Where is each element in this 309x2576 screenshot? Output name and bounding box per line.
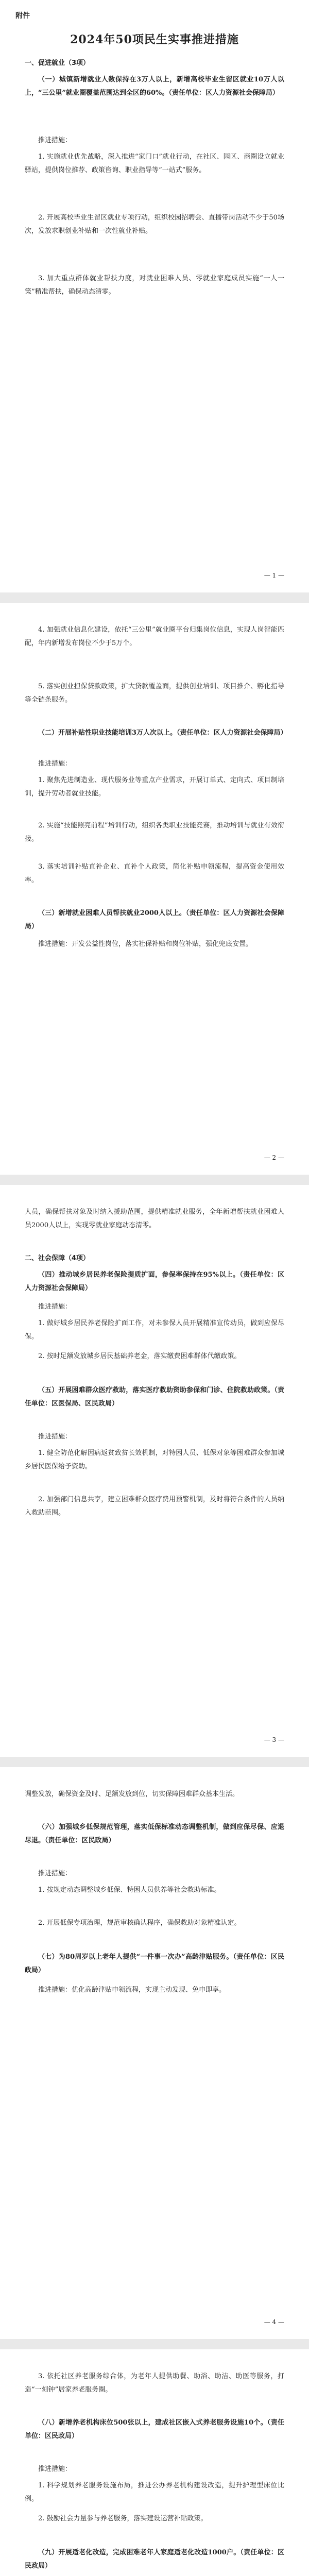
paragraph: 推进措施： (38, 1870, 72, 1877)
page-number: — 4 — (264, 2318, 284, 2326)
paragraph: 3. 加大重点群体就业帮扶力度，对就业困难人员、零就业家庭成员实施“一人一策”精准帮扶，确保动态清零。 (25, 275, 284, 296)
page-sheet-1 (0, 0, 309, 592)
item-heading: （四）推动城乡居民养老保险提质扩面，参保率保持在95%以上。（责任单位：区人力资源社会保障局） (25, 1271, 284, 1292)
page-sheet-2 (0, 603, 309, 1175)
paragraph: 2. 加强部门信息共享，建立困难群众医疗费用预警机制，及时将符合条件的人员纳入救助范围。 (25, 1496, 284, 1517)
paragraph: 推进措施：优化高龄津贴申领流程，实现主动发现、免申即享。 (38, 1986, 226, 1994)
page-gap (0, 2339, 309, 2349)
page-gap (0, 592, 309, 603)
paragraph: 1. 健全防范化解因病返贫致贫长效机制，对特困人员、低保对象等困难群众参加城乡居民医保给予资助。 (25, 1449, 284, 1470)
item-heading: （五）开展困难群众医疗救助，落实医疗救助资助参保和门诊、住院救助政策。（责任单位：区医保局、区民政局） (25, 1386, 284, 1408)
page-gap (0, 1175, 309, 1185)
paragraph: 3. 落实培训补贴直补企业、直补个人政策，简化补贴申领流程，提高资金使用效率。 (25, 863, 284, 884)
paragraph: 推进措施： (38, 137, 72, 144)
paragraph: 2. 开展低保专项治理，规范审核确认程序，确保救助对象精准认定。 (38, 1919, 241, 1927)
page-sheet-5 (0, 2349, 309, 2576)
page-number: — 2 — (264, 1154, 284, 1161)
paragraph: 4. 加强就业信息化建设，依托“三公里”就业圈平台归集岗位信息，实现人岗智能匹配，年内新增发布岗位不少于5万个。 (25, 626, 284, 647)
paragraph: 推进措施：开发公益性岗位，落实社保补贴和岗位补贴，强化兜底安置。 (38, 940, 253, 948)
paragraph: 调整发放，确保资金及时、足额发放到位，切实保障困难群众基本生活。 (25, 1790, 239, 1798)
paragraph: 2. 开展高校毕业生留区就业专项行动，组织校园招聘会、直播带岗活动不少于50场次，发放求职创业补贴和一次性就业补贴。 (25, 214, 285, 235)
page-sheet-3 (0, 1185, 309, 1757)
section-heading: 一、促进就业（3项） (25, 59, 90, 67)
section-heading: 二、社会保障（4项） (25, 1255, 90, 1262)
paragraph: 推进措施： (38, 760, 72, 768)
paragraph: 1. 聚焦先进制造业、现代服务业等重点产业需求，开展订单式、定向式、项目制培训，提升劳动者就业技能。 (25, 776, 284, 798)
page-gap (0, 1757, 309, 1767)
paragraph: 推进措施： (38, 1303, 72, 1311)
page-number: — 3 — (264, 1736, 284, 1743)
item-heading: （二）开展补贴性职业技能培训3万人次以上。（责任单位：区人力资源社会保障局） (38, 729, 287, 737)
paragraph: 推进措施： (38, 2465, 72, 2473)
page-sheet-4 (0, 1767, 309, 2339)
paragraph: 1. 实施就业优先战略，深入推进“家门口”就业行动，在社区、园区、商圈设立就业驿站，提供岗位推荐、政策咨询、职业指导等“一站式”服务。 (25, 153, 284, 174)
paragraph: 2. 按时足额发放城乡居民基础养老金，落实缴费困难群体代缴政策。 (38, 1352, 241, 1360)
item-heading: （六）加强城乡低保规范管理，落实低保标准动态调整机制，做到应保尽保、应退尽退。（责任单位：区民政局） (25, 1823, 284, 1844)
item-heading: （一）城镇新增就业人数保持在3万人以上，新增高校毕业生留区就业10万人以上，“三公里”就业圈覆盖范围达到全区的60%。（责任单位：区人力资源社会保障局） (25, 76, 284, 97)
document-title: 2024年50项民生实事推进措施 (70, 33, 239, 46)
item-heading: （九）开展适老化改造，完成困难老年人家庭适老化改造1000户。（责任单位：区民政局） (25, 2549, 284, 2570)
paragraph: 1. 做好城乡居民养老保险扩面工作，对未参保人员开展精准宣传动员，做到应保尽保。 (25, 1319, 284, 1341)
paragraph: 推进措施： (38, 1433, 72, 1440)
item-heading: （三）新增就业困难人员帮扶就业2000人以上。（责任单位：区人力资源社会保障局） (25, 909, 284, 930)
page-number: — 1 — (264, 572, 284, 579)
paragraph: 2. 鼓励社会力量参与养老服务，落实建设运营补贴政策。 (38, 2515, 208, 2522)
item-heading: （八）新增养老机构床位500张以上，建成社区嵌入式养老服务设施10个。（责任单位：区民政局） (25, 2419, 284, 2440)
paragraph: 2. 实施“技能照亮前程”培训行动，组织各类职业技能竞赛，推动培训与就业有效衔接。 (25, 822, 284, 843)
paragraph: 3. 依托社区养老服务综合体，为老年人提供助餐、助浴、助洁、助医等服务，打造“一刻钟”居家养老服务圈。 (25, 2372, 284, 2394)
paragraph: 1. 按规定动态调整城乡低保、特困人员供养等社会救助标准。 (38, 1886, 221, 1894)
paragraph: 1. 科学规划养老服务设施布局，推进公办养老机构建设改造，提升护理型床位比例。 (25, 2482, 284, 2503)
paragraph: 5. 落实创业担保贷款政策，扩大贷款覆盖面，提供创业培训、项目推介、孵化指导等全链条服务。 (25, 683, 284, 704)
attachment-label: 附件 (15, 12, 30, 20)
item-heading: （七）为80周岁以上老年人提供“一件事一次办”高龄津贴服务。（责任单位：区民政局） (25, 1953, 284, 1974)
paragraph: 人员，确保帮扶对象及时纳入援助范围，提供精准就业服务，全年新增帮扶就业困难人员2000人以上，实现零就业家庭动态清零。 (25, 1208, 284, 1229)
